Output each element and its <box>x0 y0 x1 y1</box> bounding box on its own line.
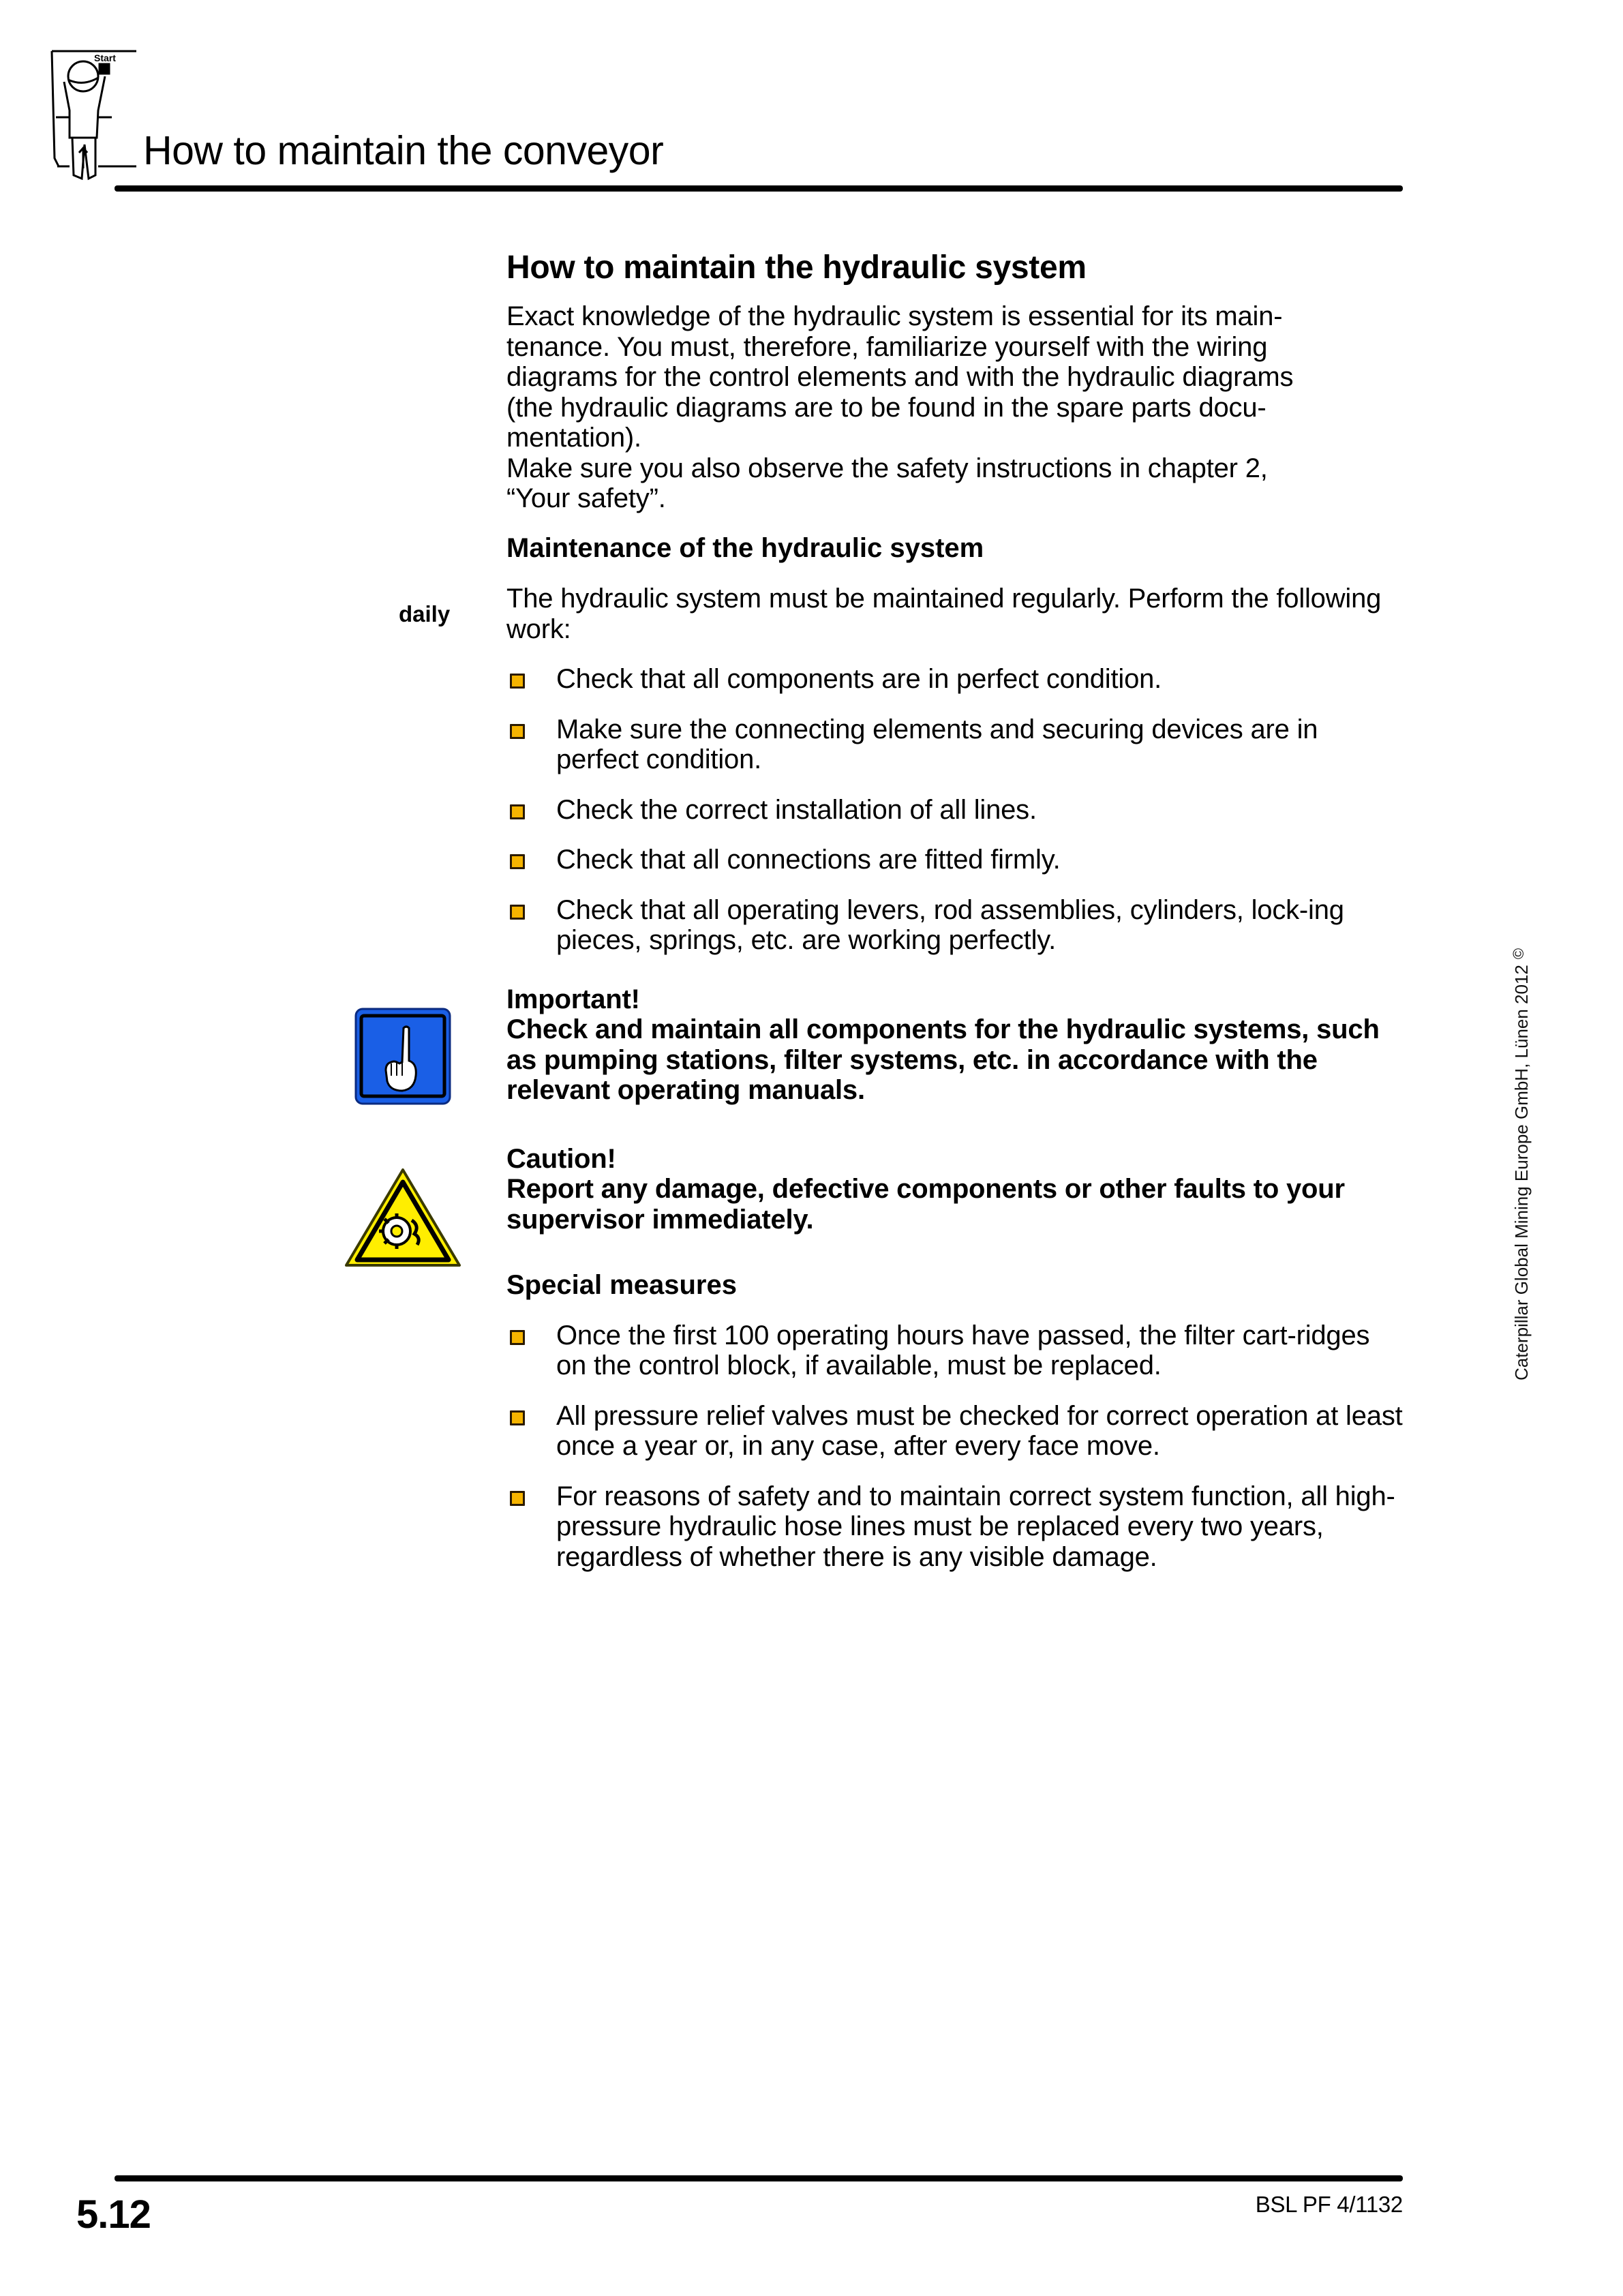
list-item: Check that all components are in perfect condition. <box>506 664 1406 695</box>
maintenance-heading: Maintenance of the hydraulic system <box>506 532 984 563</box>
bullet-icon <box>510 905 525 920</box>
special-measures-heading: Special measures <box>506 1270 737 1301</box>
important-text: Check and maintain all components for the hydraulic systems, such as pumping stations, filter systems, etc. in accordance with the relevant operating manuals. <box>506 1014 1380 1106</box>
footer-divider <box>115 2175 1403 2181</box>
maintenance-list <box>506 664 1406 956</box>
caution-notice <box>506 1144 1406 1235</box>
intro-paragraph <box>506 301 1406 514</box>
intro-line: diagrams for the control elements and with the hydraulic diagrams <box>506 362 1294 393</box>
important-notice <box>506 984 1406 1106</box>
caution-title: Caution! <box>506 1143 616 1174</box>
intro-line: Make sure you also observe the safety instructions in chapter 2, <box>506 453 1268 483</box>
bullet-icon <box>510 674 525 689</box>
list-item: For reasons of safety and to maintain correct system function, all high-pressure hydraulic hose lines must be replaced every two years, regardless of whether there is any visible damage. <box>506 1481 1406 1573</box>
pointing-finger-icon <box>354 1008 451 1105</box>
intro-line: Exact knowledge of the hydraulic system is essential for its main- <box>506 301 1283 332</box>
bullet-icon <box>510 724 525 739</box>
copyright-notice <box>1510 948 1532 1380</box>
interval-label: daily <box>399 601 451 626</box>
main-content <box>506 249 1406 1592</box>
chapter-title: How to maintain the conveyor <box>143 128 664 173</box>
bullet-icon <box>510 1410 525 1425</box>
important-title: Important! <box>506 984 640 1014</box>
svg-text:Start: Start <box>94 52 116 63</box>
bullet-icon <box>510 804 525 819</box>
list-item: Once the first 100 operating hours have passed, the filter cart-ridges on the control block, if available, must be replaced. <box>506 1320 1406 1381</box>
list-item: Check the correct installation of all lines. <box>506 795 1406 826</box>
list-item: Make sure the connecting elements and securing devices are in perfect condition. <box>506 714 1406 775</box>
intro-line: tenance. You must, therefore, familiarize yourself with the wiring <box>506 331 1268 362</box>
bullet-icon <box>510 1330 525 1345</box>
header-divider <box>115 185 1403 192</box>
copyright-symbol: © <box>1510 948 1527 960</box>
maintenance-intro: The hydraulic system must be maintained regularly. Perform the following work: <box>506 584 1382 644</box>
intro-line: (the hydraulic diagrams are to be found in the spare parts docu- <box>506 392 1266 423</box>
intro-line: mentation). <box>506 423 641 453</box>
list-item: Check that all operating levers, rod assemblies, cylinders, lock-ing pieces, springs, etc. are working perfectly. <box>506 895 1406 956</box>
list-item: All pressure relief valves must be checked for correct operation at least once a year or, in any case, after every face move. <box>506 1401 1406 1462</box>
special-measures-list <box>506 1320 1406 1573</box>
section-title: How to maintain the hydraulic system <box>506 250 1087 286</box>
page-number: 5.12 <box>76 2192 151 2237</box>
intro-line: “Your safety”. <box>506 483 666 514</box>
bullet-icon <box>510 1491 525 1506</box>
copyright-text: Caterpillar Global Mining Europe GmbH, Lünen 2012 <box>1511 965 1532 1380</box>
caution-text: Report any damage, defective components or other faults to your supervisor immediately. <box>506 1174 1345 1235</box>
gear-warning-icon <box>344 1167 462 1268</box>
list-item: Check that all connections are fitted firmly. <box>506 845 1406 875</box>
bullet-icon <box>510 854 525 869</box>
worker-start-icon <box>49 49 136 185</box>
document-code: BSL PF 4/1132 <box>1255 2192 1403 2217</box>
